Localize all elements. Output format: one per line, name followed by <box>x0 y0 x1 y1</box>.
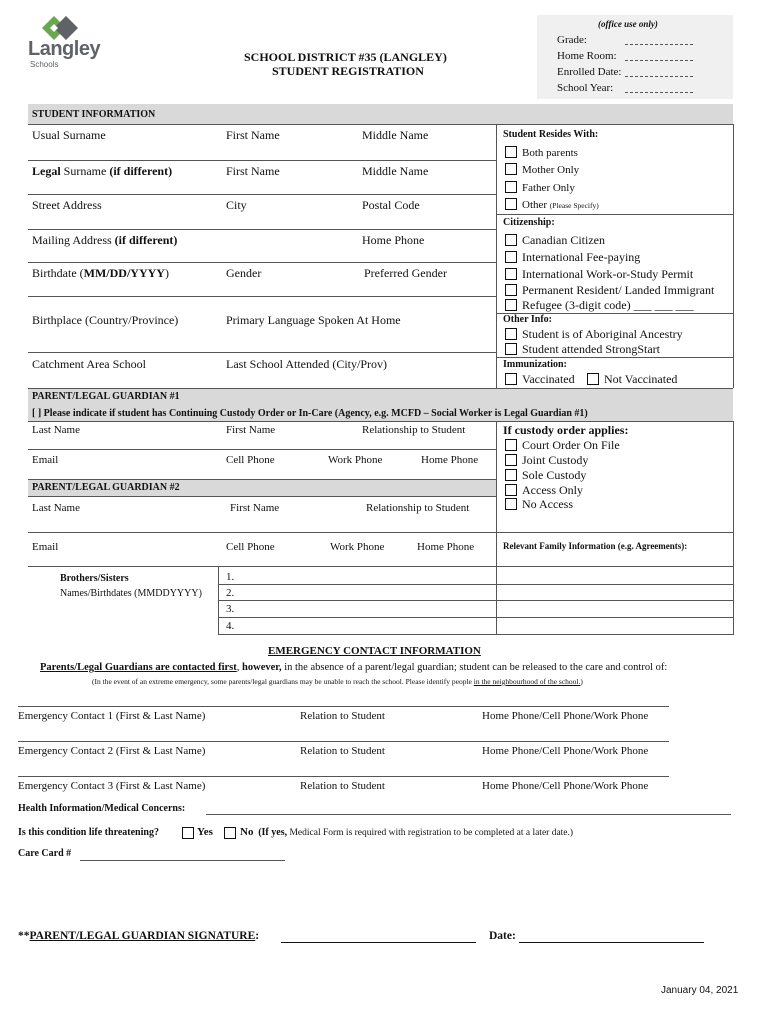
other-info-option[interactable]: Student is of Aboriginal Ancestry <box>505 327 683 342</box>
logo-subtext: Schools <box>30 60 59 69</box>
office-homeroom-field[interactable] <box>625 60 693 61</box>
footer-date: January 04, 2021 <box>661 985 739 996</box>
checkbox[interactable] <box>505 454 517 466</box>
g1-email-label: Email <box>32 454 59 466</box>
resides-option[interactable]: Father Only <box>505 181 575 194</box>
date-label: Date: <box>489 930 516 942</box>
logo-wordmark: Langley <box>28 38 101 60</box>
medical-form-note: No (If yes, Medical Form is required with registration to be completed at a later date.) <box>240 826 574 838</box>
citizenship-option[interactable]: Permanent Resident/ Landed Immigrant <box>505 283 714 298</box>
usual-surname-label: Usual Surname <box>32 128 106 142</box>
office-enrolled-label: Enrolled Date: <box>557 66 622 78</box>
not-vaccinated-option[interactable]: Not Vaccinated <box>587 372 677 387</box>
signature-input-line[interactable] <box>281 942 476 943</box>
emergency-contact-3-line[interactable] <box>18 776 669 777</box>
custody-option[interactable]: Joint Custody <box>505 453 588 468</box>
postal-code-label: Postal Code <box>362 198 420 212</box>
custody-option[interactable]: Access Only <box>505 483 583 498</box>
checkbox[interactable] <box>505 198 517 210</box>
other-info-title: Other Info: <box>503 314 552 325</box>
g2-email-label: Email <box>32 541 59 553</box>
citizenship-option[interactable]: International Fee-paying <box>505 250 640 265</box>
primary-language-label: Primary Language Spoken At Home <box>226 313 401 327</box>
siblings-title: Brothers/Sisters <box>60 573 129 584</box>
ec2-phone-label: Home Phone/Cell Phone/Work Phone <box>482 745 649 757</box>
custody-option[interactable]: No Access <box>505 497 573 512</box>
citizenship-option[interactable]: Refugee (3-digit code) ___ ___ ___ <box>505 298 694 313</box>
yes-checkbox[interactable] <box>182 827 194 839</box>
date-input-line[interactable] <box>519 942 704 943</box>
vaccinated-option[interactable]: Vaccinated <box>505 372 575 387</box>
middle-name-label: Middle Name <box>362 128 429 142</box>
legal-surname-label: Legal Surname (if different) <box>32 164 173 178</box>
checkbox[interactable] <box>505 251 517 263</box>
health-label: Health Information/Medical Concerns: <box>18 803 186 814</box>
checkbox[interactable] <box>505 439 517 451</box>
custody-option[interactable]: Sole Custody <box>505 468 586 483</box>
ec3-name-label: Emergency Contact 3 (First & Last Name) <box>18 780 206 792</box>
office-enrolled-field[interactable] <box>625 76 693 77</box>
birthdate-label: Birthdate (MM/DD/YYYY) <box>32 266 169 280</box>
home-phone-label: Home Phone <box>362 233 425 247</box>
langley-logo <box>28 14 101 70</box>
ec1-name-label: Emergency Contact 1 (First & Last Name) <box>18 710 206 722</box>
office-homeroom-label: Home Room: <box>557 50 617 62</box>
ec2-name-label: Emergency Contact 2 (First & Last Name) <box>18 745 206 757</box>
form-title-line2: STUDENT REGISTRATION <box>272 64 424 78</box>
checkbox[interactable] <box>505 146 517 158</box>
checkbox[interactable] <box>505 484 517 496</box>
resides-option-other[interactable]: Other (Please Specify) <box>505 198 599 211</box>
citizenship-title: Citizenship: <box>503 217 555 228</box>
care-card-label: Care Card # <box>18 848 72 859</box>
citizenship-option[interactable]: International Work-or-Study Permit <box>505 267 693 282</box>
sibling-row[interactable]: 3. <box>226 603 235 615</box>
guardian1-title: PARENT/LEGAL GUARDIAN #1 <box>32 391 180 402</box>
checkbox[interactable] <box>505 299 517 311</box>
custody-title: If custody order applies: <box>503 423 629 437</box>
family-info-title: Relevant Family Information (e.g. Agreements): <box>503 541 688 551</box>
resides-option[interactable]: Both parents <box>505 146 578 159</box>
emergency-contact-2-line[interactable] <box>18 741 669 742</box>
student-info-title: STUDENT INFORMATION <box>32 109 156 120</box>
sibling-row[interactable]: 4. <box>226 620 235 632</box>
other-info-option[interactable]: Student attended StrongStart <box>505 342 660 357</box>
ec3-phone-label: Home Phone/Cell Phone/Work Phone <box>482 780 649 792</box>
g1-home-label: Home Phone <box>421 454 479 466</box>
guardian1-custody-notice[interactable]: [ ] Please indicate if student has Continuing Custody Order or In-Care (Agency, e.g. MCFD – Social Worker is Legal Guardian #1) <box>32 408 588 419</box>
first-name-2-label: First Name <box>226 164 280 178</box>
checkbox[interactable] <box>505 181 517 193</box>
g1-work-label: Work Phone <box>328 454 383 466</box>
emergency-intro: Parents/Legal Guardians are contacted first, however, in the absence of a parent/legal guardian; student can be released to the care and control of: <box>40 662 668 673</box>
checkbox[interactable] <box>505 268 517 280</box>
middle-name-2-label: Middle Name <box>362 164 429 178</box>
g2-relationship-label: Relationship to Student <box>366 502 470 514</box>
g2-first-name-label: First Name <box>230 502 280 514</box>
city-label: City <box>226 198 247 212</box>
signature-label: **PARENT/LEGAL GUARDIAN SIGNATURE: <box>18 930 260 942</box>
checkbox[interactable] <box>505 343 517 355</box>
citizenship-option[interactable]: Canadian Citizen <box>505 233 605 248</box>
sibling-row[interactable]: 1. <box>226 571 235 583</box>
office-schoolyear-label: School Year: <box>557 82 614 94</box>
g2-cell-label: Cell Phone <box>226 541 275 553</box>
preferred-gender-label: Preferred Gender <box>364 266 447 280</box>
birthplace-label: Birthplace (Country/Province) <box>32 313 179 327</box>
health-input-line[interactable] <box>206 814 731 815</box>
yes-label: Yes <box>197 826 213 838</box>
mailing-address-label: Mailing Address (if different) <box>32 233 178 247</box>
immunization-title: Immunization: <box>503 359 567 370</box>
g2-last-name-label: Last Name <box>32 502 80 514</box>
checkbox[interactable] <box>587 373 599 385</box>
g1-cell-label: Cell Phone <box>226 454 275 466</box>
last-school-label: Last School Attended (City/Prov) <box>226 357 387 371</box>
checkbox[interactable] <box>505 234 517 246</box>
office-schoolyear-field[interactable] <box>625 92 693 93</box>
siblings-subtitle: Names/Birthdates (MMDDYYYY) <box>60 588 202 599</box>
life-threatening-question: Is this condition life threatening? <box>18 827 159 838</box>
office-use-label: (office use only) <box>598 19 658 29</box>
g2-work-label: Work Phone <box>330 541 385 553</box>
g1-last-name-label: Last Name <box>32 424 80 436</box>
custody-option[interactable]: Court Order On File <box>505 438 620 453</box>
first-name-label: First Name <box>226 128 280 142</box>
g1-first-name-label: First Name <box>226 424 276 436</box>
checkbox[interactable] <box>505 163 517 175</box>
gender-label: Gender <box>226 266 262 280</box>
sibling-row[interactable]: 2. <box>226 587 235 599</box>
resides-with-title: Student Resides With: <box>503 129 599 140</box>
street-address-label: Street Address <box>32 198 102 212</box>
emergency-note: (In the event of an extreme emergency, some parents/legal guardians may be unable to reach the school. Please identify people in the neighbourhood of the school.) <box>92 677 583 686</box>
office-grade-label: Grade: <box>557 34 587 46</box>
emergency-contact-1-line[interactable] <box>18 706 669 707</box>
office-grade-field[interactable] <box>625 44 693 45</box>
no-checkbox[interactable] <box>224 827 236 839</box>
emergency-title: EMERGENCY CONTACT INFORMATION <box>268 645 481 657</box>
resides-option[interactable]: Mother Only <box>505 163 579 176</box>
catchment-school-label: Catchment Area School <box>32 357 146 371</box>
guardian2-title: PARENT/LEGAL GUARDIAN #2 <box>32 482 180 493</box>
checkbox[interactable] <box>505 284 517 296</box>
checkbox[interactable] <box>505 328 517 340</box>
care-card-input-line[interactable] <box>80 860 285 861</box>
ec1-phone-label: Home Phone/Cell Phone/Work Phone <box>482 710 649 722</box>
ec2-relation-label: Relation to Student <box>300 745 385 757</box>
ec3-relation-label: Relation to Student <box>300 780 385 792</box>
form-title-line1: SCHOOL DISTRICT #35 (LANGLEY) <box>244 50 447 64</box>
g1-relationship-label: Relationship to Student <box>362 424 466 436</box>
ec1-relation-label: Relation to Student <box>300 710 385 722</box>
g2-home-label: Home Phone <box>417 541 475 553</box>
checkbox[interactable] <box>505 373 517 385</box>
checkbox[interactable] <box>505 498 517 510</box>
checkbox[interactable] <box>505 469 517 481</box>
